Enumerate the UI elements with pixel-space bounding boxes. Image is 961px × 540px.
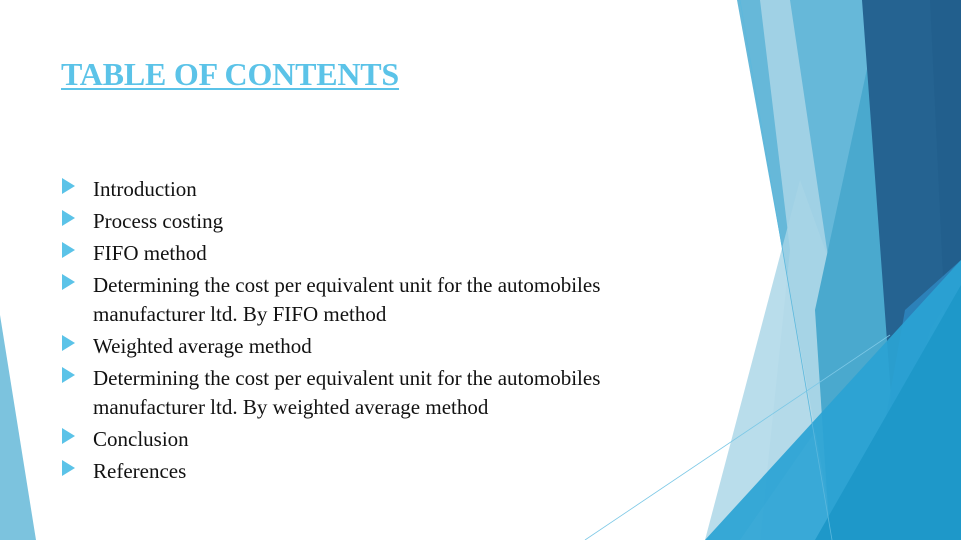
- triangle-bullet-icon: [62, 428, 75, 444]
- triangle-bullet-icon: [62, 178, 75, 194]
- triangle-bullet-icon: [62, 367, 75, 383]
- triangle-bullet-icon: [62, 460, 75, 476]
- left-edge-triangle-shape: [0, 315, 36, 540]
- toc-item-label: Process costing: [93, 209, 224, 233]
- triangle-bullet-icon: [62, 210, 75, 226]
- toc-item-cost-weighted-average: [61, 364, 701, 422]
- triangle-bullet-icon: [62, 242, 75, 258]
- toc-item-label: Conclusion: [93, 427, 189, 451]
- triangle-bullet-icon: [62, 274, 75, 290]
- toc-item-weighted-average-method: [61, 332, 701, 361]
- page-title: TABLE OF CONTENTS: [61, 56, 400, 92]
- toc-item-label: FIFO method: [93, 241, 207, 265]
- toc-item-label: Weighted average method: [93, 334, 312, 358]
- toc-item-label: Determining the cost per equivalent unit for the automobiles manufacturer ltd. By FIFO method: [93, 273, 601, 326]
- toc-item-conclusion: [61, 425, 701, 454]
- toc-item-introduction: [61, 175, 701, 204]
- toc-item-references: [61, 457, 701, 486]
- table-of-contents-list: [61, 175, 701, 489]
- toc-item-fifo-method: [61, 239, 701, 268]
- toc-item-label: Introduction: [93, 177, 197, 201]
- toc-item-process-costing: [61, 207, 701, 236]
- toc-item-label: Determining the cost per equivalent unit for the automobiles manufacturer ltd. By weighted average method: [93, 366, 601, 419]
- toc-item-cost-fifo: [61, 271, 701, 329]
- toc-item-label: References: [93, 459, 187, 483]
- triangle-bullet-icon: [62, 335, 75, 351]
